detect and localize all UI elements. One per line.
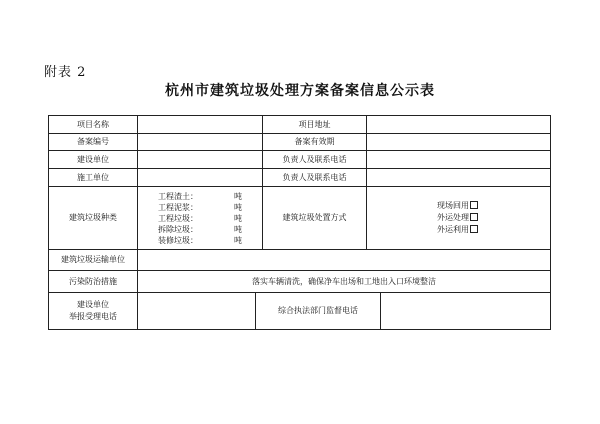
filing-number-value: [138, 134, 263, 151]
enforcement-hotline-value: [381, 293, 550, 329]
disposal-option[interactable]: 外运处理: [437, 212, 478, 224]
construction-contact-label: 负责人及联系电话: [263, 151, 367, 169]
waste-item-unit: 吨: [234, 213, 242, 223]
waste-item-unit: 吨: [234, 235, 242, 245]
waste-item-unit: 吨: [234, 224, 242, 234]
enforcement-hotline-label: 综合执法部门监督电话: [256, 293, 381, 329]
complaint-hotline-label: [49, 293, 138, 329]
project-name-label: 项目名称: [49, 116, 138, 134]
waste-item-name: 装修垃圾：: [158, 235, 198, 245]
waste-item-name: 工程渣土：: [158, 191, 198, 201]
transport-unit-value: [138, 250, 550, 271]
hotline-line-2: 举报受理电话: [69, 312, 117, 321]
project-address-value: [367, 116, 550, 134]
waste-type-list: [138, 187, 263, 250]
disposal-options: [367, 187, 550, 250]
construction-contact-value: [367, 151, 550, 169]
contractor-contact-label: 负责人及联系电话: [263, 169, 367, 187]
filing-info-table: [48, 115, 551, 330]
filing-validity-value: [367, 134, 550, 151]
document-title: 杭州市建筑垃圾处理方案备案信息公示表: [165, 83, 435, 99]
waste-item-name: 工程垃圾：: [158, 213, 198, 223]
complaint-hotline-value: [138, 293, 256, 329]
construction-unit-value: [138, 151, 263, 169]
waste-item-unit: 吨: [234, 202, 242, 212]
filing-number-label: 备案编号: [49, 134, 138, 151]
attachment-label: 附表 2: [44, 65, 87, 80]
waste-item-unit: 吨: [234, 191, 242, 201]
waste-item-name: 工程泥浆：: [158, 202, 198, 212]
checkbox-icon[interactable]: [470, 201, 478, 209]
construction-unit-label: 建设单位: [49, 151, 138, 169]
project-address-label: 项目地址: [263, 116, 367, 134]
waste-item-name: 拆除垃圾：: [158, 224, 198, 234]
disposal-option[interactable]: 外运利用: [437, 224, 478, 236]
disposal-method-label: 建筑垃圾处置方式: [263, 187, 367, 250]
filing-validity-label: 备案有效期: [263, 134, 367, 151]
transport-unit-label: 建筑垃圾运输单位: [49, 250, 138, 271]
contractor-contact-value: [367, 169, 550, 187]
checkbox-icon[interactable]: [470, 225, 478, 233]
contractor-unit-label: 施工单位: [49, 169, 138, 187]
pollution-measures-value: 落实车辆清洗，确保净车出场和工地出入口环境整洁: [138, 271, 550, 293]
checkbox-icon[interactable]: [470, 213, 478, 221]
hotline-line-1: 建设单位: [77, 300, 109, 309]
project-name-value: [138, 116, 263, 134]
contractor-unit-value: [138, 169, 263, 187]
waste-type-label: 建筑垃圾种类: [49, 187, 138, 250]
disposal-option[interactable]: 现场回用: [437, 200, 478, 212]
pollution-measures-label: 污染防治措施: [49, 271, 138, 293]
